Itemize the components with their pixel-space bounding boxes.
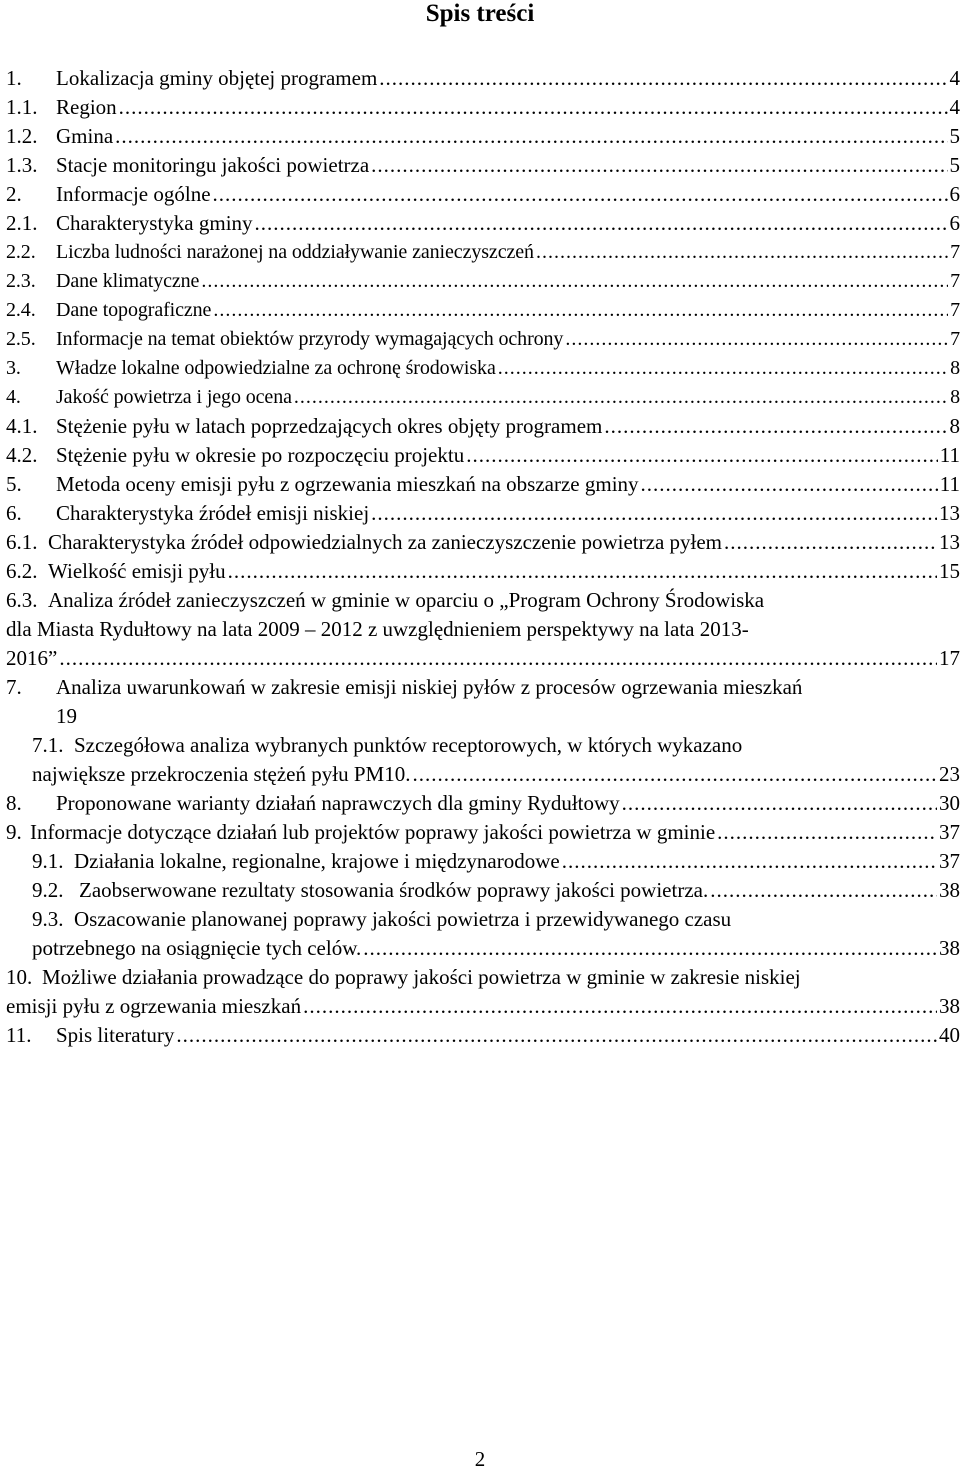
toc-label: Region <box>56 95 117 119</box>
toc-entry[interactable] <box>6 789 960 818</box>
toc-entry[interactable] <box>6 325 960 354</box>
toc-label: Informacje dotyczące działań lub projektów poprawy jakości powietrza w gminie <box>30 820 716 844</box>
toc-page: 15 <box>939 559 960 583</box>
toc-page: 6 <box>949 211 960 235</box>
toc-number: 2.1. <box>6 211 38 235</box>
toc-leader <box>201 267 948 296</box>
toc-number: 9.3. <box>32 907 64 931</box>
toc-label: Stężenie pyłu w latach poprzedzających okres objęty programem <box>56 414 603 438</box>
toc-label: Dane topograficzne <box>56 299 212 321</box>
toc-entry-continuation[interactable] <box>6 615 960 644</box>
toc-label-line: dla Miasta Rydułtowy na lata 2009 – 2012 z uwzględnieniem perspektywy na lata 2013- <box>6 617 749 641</box>
toc-page: 38 <box>939 994 960 1018</box>
toc-entry[interactable] <box>6 528 960 557</box>
toc-page: 8 <box>950 357 960 379</box>
toc-entry[interactable] <box>6 383 960 412</box>
toc-entry[interactable] <box>6 731 960 760</box>
toc-label-line: emisji pyłu z ogrzewania mieszkań <box>6 994 302 1018</box>
toc-page: 7 <box>950 299 960 321</box>
toc-label: Zaobserwowane rezultaty stosowania środków poprawy jakości powietrza. <box>79 878 709 902</box>
toc-number: 1.1. <box>6 95 38 119</box>
toc-entry[interactable] <box>6 441 960 470</box>
toc-leader <box>213 296 948 325</box>
toc-leader <box>622 789 937 818</box>
toc-page: 7 <box>950 241 960 263</box>
toc-page: 40 <box>939 1023 960 1047</box>
toc-page: 37 <box>939 849 960 873</box>
toc-leader <box>119 93 948 122</box>
toc-page: 7 <box>950 270 960 292</box>
toc-entry[interactable] <box>6 557 960 586</box>
toc-leader <box>363 934 937 963</box>
toc-page: 13 <box>939 530 960 554</box>
toc-number: 2.3. <box>6 270 36 292</box>
toc-page: 8 <box>950 386 960 408</box>
toc-entry-continuation[interactable] <box>6 992 960 1021</box>
toc-number: 6.1. <box>6 530 38 554</box>
toc-label: Wielkość emisji pyłu <box>48 559 226 583</box>
toc-number: 9.1. <box>32 849 64 873</box>
toc-label: Charakterystyka źródeł odpowiedzialnych za zanieczyszczenie powietrza pyłem <box>48 530 723 554</box>
toc-number: 6.3. <box>6 588 38 612</box>
toc-entry[interactable] <box>6 238 960 267</box>
toc-page: 8 <box>949 414 960 438</box>
toc-entry[interactable] <box>6 586 960 615</box>
toc-page: 38 <box>939 936 960 960</box>
toc-page: 5 <box>949 153 960 177</box>
toc-entry-continuation[interactable] <box>6 644 960 673</box>
toc-page: 7 <box>950 328 960 350</box>
toc-page: 4 <box>949 95 960 119</box>
toc-page: 38 <box>939 878 960 902</box>
toc-entry[interactable] <box>6 905 960 934</box>
toc-label-line: Możliwe działania prowadzące do poprawy jakości powietrza w gminie w zakresie niskiej <box>42 965 801 989</box>
toc-entry[interactable] <box>6 93 960 122</box>
toc-entry[interactable] <box>6 673 960 702</box>
toc-entry[interactable] <box>6 267 960 296</box>
toc-page: 17 <box>939 646 960 670</box>
toc-number: 6.2. <box>6 559 38 583</box>
toc-leader <box>255 209 948 238</box>
toc-number: 8. <box>6 791 22 815</box>
toc-leader <box>717 818 937 847</box>
toc-number: 2.5. <box>6 328 36 350</box>
toc-label: Działania lokalne, regionalne, krajowe i międzynarodowe <box>74 849 560 873</box>
toc-entry[interactable] <box>6 876 960 905</box>
toc-entry[interactable] <box>6 209 960 238</box>
toc-label: Liczba ludności narażonej na oddziaływanie zanieczyszczeń <box>56 241 534 263</box>
toc-entry[interactable] <box>6 122 960 151</box>
toc-leader <box>115 122 947 151</box>
toc-number: 1.2. <box>6 124 38 148</box>
toc-label: Proponowane warianty działań naprawczych dla gminy Rydułtowy <box>56 791 620 815</box>
toc-entry[interactable] <box>6 818 960 847</box>
toc-label-line: 2016” <box>6 646 58 670</box>
toc-page: 30 <box>939 791 960 815</box>
toc-number: 2.2. <box>6 241 36 263</box>
toc-page: 6 <box>949 182 960 206</box>
toc-leader <box>562 847 937 876</box>
toc-label-line: Szczegółowa analiza wybranych punktów receptorowych, w których wykazano <box>74 733 743 757</box>
toc-page: 4 <box>949 66 960 90</box>
toc-number: 4.1. <box>6 414 38 438</box>
toc-number: 10. <box>6 965 33 989</box>
toc-leader <box>536 238 948 267</box>
toc-page: 19 <box>56 704 77 728</box>
toc-page: 23 <box>939 762 960 786</box>
toc-entry[interactable] <box>6 470 960 499</box>
toc-leader <box>228 557 937 586</box>
toc-number: 11. <box>6 1023 32 1047</box>
toc-label: Charakterystyka gminy <box>56 211 253 235</box>
toc-number: 9.2. <box>32 878 64 902</box>
toc-label-line: Oszacowanie planowanej poprawy jakości powietrza i przewidywanego czasu <box>74 907 732 931</box>
page-number: 2 <box>474 1447 486 1471</box>
toc-label: Stacje monitoringu jakości powietrza <box>56 153 370 177</box>
toc-number: 1.3. <box>6 153 38 177</box>
toc-number: 1. <box>6 66 22 90</box>
toc-number: 4. <box>6 386 21 408</box>
toc-number: 4.2. <box>6 443 38 467</box>
toc-leader <box>498 354 948 383</box>
toc-leader <box>412 760 937 789</box>
toc-label-line: największe przekroczenia stężeń pyłu PM10. <box>32 762 411 786</box>
toc-label: Informacje ogólne <box>56 182 211 206</box>
table-of-contents <box>6 64 960 1050</box>
toc-entry[interactable] <box>6 64 960 93</box>
toc-label: Dane klimatyczne <box>56 270 200 292</box>
toc-entry-continuation[interactable] <box>6 760 960 789</box>
toc-leader <box>710 876 937 905</box>
toc-entry[interactable] <box>6 296 960 325</box>
toc-number: 9. <box>6 820 22 844</box>
toc-label: Metoda oceny emisji pyłu z ogrzewania mieszkań na obszarze gminy <box>56 472 639 496</box>
toc-label: Charakterystyka źródeł emisji niskiej <box>56 501 370 525</box>
toc-number: 7. <box>6 675 22 699</box>
toc-entry-continuation[interactable] <box>6 934 960 963</box>
toc-leader <box>379 64 947 93</box>
toc-leader <box>176 1021 937 1050</box>
page-title: Spis treści <box>425 0 535 27</box>
toc-entry[interactable] <box>6 151 960 180</box>
toc-number: 2.4. <box>6 299 36 321</box>
toc-page: 11 <box>939 443 960 467</box>
toc-label: Stężenie pyłu w okresie po rozpoczęciu projektu <box>56 443 465 467</box>
toc-label-line: Analiza źródeł zanieczyszczeń w gminie w oparciu o „Program Ochrony Środowiska <box>48 588 765 612</box>
toc-leader <box>724 528 937 557</box>
toc-page: 5 <box>949 124 960 148</box>
toc-leader <box>565 325 948 354</box>
toc-number: 2. <box>6 182 22 206</box>
toc-number: 6. <box>6 501 22 525</box>
toc-entry[interactable] <box>6 963 960 992</box>
toc-entry[interactable] <box>6 499 960 528</box>
toc-leader <box>371 499 937 528</box>
toc-leader <box>371 151 947 180</box>
toc-label: Lokalizacja gminy objętej programem <box>56 66 378 90</box>
toc-entry[interactable] <box>6 412 960 441</box>
toc-entry[interactable] <box>6 847 960 876</box>
toc-label-line: Analiza uwarunkowań w zakresie emisji niskiej pyłów z procesów ogrzewania mieszkań <box>56 675 803 699</box>
toc-page: 13 <box>939 501 960 525</box>
toc-entry[interactable] <box>6 1021 960 1050</box>
toc-entry[interactable] <box>6 180 960 209</box>
toc-label-line: potrzebnego na osiągnięcie tych celów. <box>32 936 362 960</box>
toc-entry[interactable] <box>6 354 960 383</box>
toc-label: Jakość powietrza i jego ocena <box>56 386 292 408</box>
toc-number: 7.1. <box>32 733 64 757</box>
toc-leader <box>213 180 948 209</box>
toc-label: Gmina <box>56 124 114 148</box>
toc-number: 5. <box>6 472 22 496</box>
toc-leader <box>294 383 948 412</box>
toc-label: Spis literatury <box>56 1023 175 1047</box>
toc-label: Informacje na temat obiektów przyrody wymagających ochrony <box>56 328 564 350</box>
toc-leader <box>466 441 938 470</box>
toc-label: Władze lokalne odpowiedzialne za ochronę środowiska <box>56 357 496 379</box>
toc-number: 3. <box>6 357 21 379</box>
toc-leader <box>303 992 937 1021</box>
toc-leader <box>641 470 938 499</box>
toc-leader <box>59 644 937 673</box>
toc-page: 37 <box>939 820 960 844</box>
toc-leader <box>604 412 947 441</box>
toc-entry-continuation[interactable] <box>6 702 960 731</box>
toc-page: 11 <box>939 472 960 496</box>
